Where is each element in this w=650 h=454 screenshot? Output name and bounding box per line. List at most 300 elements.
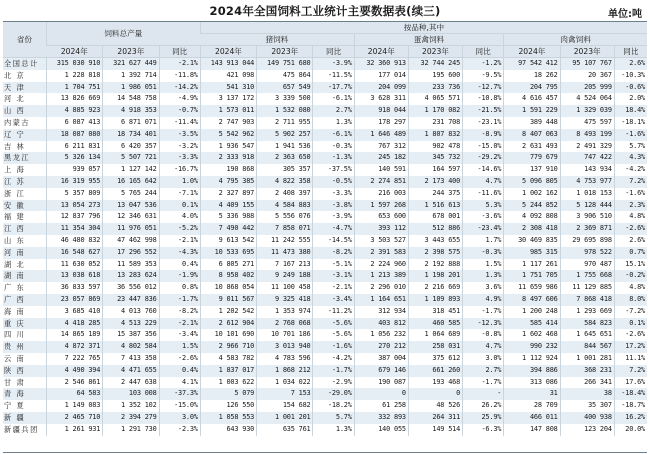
value-cell: 661 260 (408, 365, 462, 377)
value-cell: -11.2% (313, 306, 354, 318)
value-cell: 11 354 304 (46, 223, 102, 235)
value-cell: 30 469 835 (504, 235, 560, 247)
value-cell: 10 868 054 (200, 282, 256, 294)
value-cell: -1.6% (614, 188, 647, 200)
value-cell: -0.2% (614, 270, 647, 282)
value-cell: 20 367 (560, 70, 614, 82)
value-cell: 13 054 273 (46, 200, 102, 212)
value-cell: 2 491 329 (560, 141, 614, 153)
province-cell: 海 南 (4, 306, 26, 316)
value-cell: 4.3% (614, 152, 647, 164)
value-cell: -12.7% (463, 82, 504, 94)
province-cell: 湖 南 (3, 270, 46, 282)
value-cell: 1 034 022 (257, 377, 313, 389)
value-cell: 4 795 385 (200, 176, 256, 188)
value-cell: -4.2% (614, 164, 647, 176)
value-cell: 18.4% (614, 105, 647, 117)
value-cell: 1 597 268 (354, 200, 408, 212)
value-cell: 31 (504, 388, 560, 400)
province-cell: 湖 北 (4, 259, 26, 269)
value-cell: 8 497 606 (504, 294, 560, 306)
value-cell: -21.5% (463, 105, 504, 117)
value-cell: 1 064 689 (408, 329, 462, 341)
value-cell: -6.3% (463, 424, 504, 436)
value-cell: 11 242 555 (257, 235, 313, 247)
value-cell: 4.9% (463, 294, 504, 306)
value-cell: 2 546 861 (46, 377, 102, 389)
value-cell: 29 695 898 (560, 235, 614, 247)
value-cell: 4.7% (463, 341, 504, 353)
table-row (3, 353, 647, 365)
value-cell: 164 597 (408, 164, 462, 176)
value-cell: -18.2% (313, 400, 354, 412)
value-cell: -2.1% (159, 58, 200, 70)
table-row (3, 259, 647, 271)
value-cell: 1 837 017 (200, 365, 256, 377)
table-row (3, 424, 647, 436)
value-cell: 137 910 (504, 164, 560, 176)
value-cell: 2 296 010 (354, 282, 408, 294)
value-cell: - (463, 388, 504, 400)
value-cell: 13 283 624 (103, 270, 159, 282)
table-row (3, 129, 647, 141)
value-cell: 5.7% (614, 141, 647, 153)
value-cell: -10.3% (614, 70, 647, 82)
value-cell: -37.3% (159, 388, 200, 400)
value-cell: 1 807 832 (408, 129, 462, 141)
value-cell: -11.4% (159, 117, 200, 129)
value-cell: 0.7% (614, 247, 647, 259)
value-cell: 244 375 (408, 188, 462, 200)
value-cell: 387 004 (354, 353, 408, 365)
value-cell: 17.6% (614, 377, 647, 389)
value-cell: -3.1% (313, 270, 354, 282)
value-cell: 393 112 (354, 223, 408, 235)
table-row (3, 318, 647, 330)
value-cell: -0.7% (159, 105, 200, 117)
value-cell: 195 600 (408, 70, 462, 82)
table-row (3, 188, 647, 200)
value-cell: 10 533 695 (200, 247, 256, 259)
value-cell: -1.7% (313, 365, 354, 377)
province-cell: 重 庆 (3, 318, 46, 330)
value-cell: 36 833 597 (46, 282, 102, 294)
header-total-2024: 2024年 (46, 46, 102, 58)
value-cell: 985 315 (504, 247, 560, 259)
province-cell: 北 京 (4, 70, 26, 80)
value-cell: -8.9% (463, 129, 504, 141)
value-cell: 5 357 809 (46, 188, 102, 200)
value-cell: -7.1% (159, 188, 200, 200)
value-cell: -2.6% (614, 223, 647, 235)
value-cell: 8 407 063 (504, 129, 560, 141)
value-cell: 5 556 076 (257, 211, 313, 223)
value-cell: 421 098 (200, 70, 256, 82)
value-cell: 1 112 924 (504, 353, 560, 365)
value-cell: -3.5% (159, 129, 200, 141)
province-cell: 贵 州 (3, 341, 46, 353)
value-cell: 318 451 (408, 306, 462, 318)
value-cell: 7 167 213 (257, 259, 313, 271)
value-cell: 0 (408, 388, 462, 400)
value-cell: -2.6% (614, 329, 647, 341)
value-cell: 512 886 (408, 223, 462, 235)
value-cell: -3.6% (463, 211, 504, 223)
province-cell: 上 海 (4, 165, 26, 175)
header-province: 省份 (3, 22, 46, 58)
value-cell: 1.7% (463, 235, 504, 247)
value-cell: 1.3% (463, 270, 504, 282)
value-cell: 375 612 (408, 353, 462, 365)
value-cell: 2 363 650 (257, 152, 313, 164)
value-cell: -1.2% (463, 58, 504, 70)
value-cell: 939 057 (46, 164, 102, 176)
value-cell: 1 591 229 (504, 105, 560, 117)
value-cell: 4 524 064 (560, 93, 614, 105)
table-row (3, 58, 647, 70)
value-cell: 0.1% (159, 200, 200, 212)
value-cell: -8.2% (159, 306, 200, 318)
value-cell: 389 448 (504, 117, 560, 129)
value-cell: 4 513 229 (103, 318, 159, 330)
value-cell: 4 616 457 (504, 93, 560, 105)
value-cell: 5.3% (463, 200, 504, 212)
value-cell: 2.7% (463, 365, 504, 377)
value-cell: 8 958 402 (200, 270, 256, 282)
value-cell: 5 902 257 (257, 129, 313, 141)
value-cell: 6 087 413 (46, 117, 102, 129)
value-cell: 11 473 380 (257, 247, 313, 259)
value-cell: -1.9% (159, 270, 200, 282)
value-cell: -3.4% (159, 329, 200, 341)
value-cell: 403 812 (354, 318, 408, 330)
value-cell: 305 357 (257, 164, 313, 176)
value-cell: 20.0% (614, 424, 647, 436)
value-cell: 126 550 (200, 400, 256, 412)
value-cell: -1.7% (463, 377, 504, 389)
value-cell: 7 868 418 (560, 294, 614, 306)
value-cell: 1 198 201 (408, 270, 462, 282)
value-cell: 17.2% (614, 341, 647, 353)
value-cell: 5 507 721 (103, 152, 159, 164)
value-cell: 11.1% (614, 353, 647, 365)
value-cell: 3 628 311 (354, 93, 408, 105)
value-cell: 3 013 940 (257, 341, 313, 353)
value-cell: 678 001 (408, 211, 462, 223)
value-cell: 4.1% (159, 377, 200, 389)
value-cell: 12 346 631 (103, 211, 159, 223)
value-cell: 0.1% (614, 318, 647, 330)
value-cell: 4 872 371 (46, 341, 102, 353)
value-cell: 23 057 869 (46, 294, 102, 306)
header-pig: 猪饲料 (200, 34, 354, 46)
value-cell: 26.2% (463, 400, 504, 412)
value-cell: 1 149 083 (46, 400, 102, 412)
value-cell: 1 751 705 (504, 270, 560, 282)
province-cell: 吉 林 (4, 141, 26, 151)
table-row (3, 200, 647, 212)
value-cell: 8 493 199 (560, 129, 614, 141)
value-cell: -17.7% (313, 82, 354, 94)
value-cell: 204 795 (504, 82, 560, 94)
table-row (3, 176, 647, 188)
value-cell: 16 548 627 (46, 247, 102, 259)
value-cell: 368 231 (560, 365, 614, 377)
value-cell: 97 542 412 (504, 58, 560, 70)
value-cell: 264 311 (408, 412, 462, 424)
value-cell: 5 765 244 (103, 188, 159, 200)
value-cell: 103 008 (103, 388, 159, 400)
value-cell: 4 802 584 (103, 341, 159, 353)
value-cell: -3.8% (313, 200, 354, 212)
table-row (3, 93, 647, 105)
value-cell: 1 117 261 (504, 259, 560, 271)
value-cell: 1 532 080 (257, 105, 313, 117)
header-total-2023: 2023年 (103, 46, 159, 58)
value-cell: 460 585 (408, 318, 462, 330)
value-cell: 4 490 394 (46, 365, 102, 377)
value-cell: 270 212 (354, 341, 408, 353)
value-cell: 4 013 760 (103, 306, 159, 318)
province-cell: 广 西 (3, 294, 46, 306)
value-cell: -37.5% (313, 164, 354, 176)
value-cell: 4 584 883 (257, 200, 313, 212)
value-cell: 584 823 (560, 318, 614, 330)
value-cell: 2 173 400 (408, 176, 462, 188)
header-total-yoy: 同比 (159, 46, 200, 58)
table-row (3, 82, 647, 94)
value-cell: 46 480 832 (46, 235, 102, 247)
value-cell: -2.6% (159, 353, 200, 365)
province-cell: 福 建 (4, 212, 26, 222)
table-body (3, 58, 647, 436)
value-cell: 177 014 (354, 70, 408, 82)
table-row (3, 211, 647, 223)
value-cell: -14.6% (463, 164, 504, 176)
value-cell: 1 001 281 (560, 353, 614, 365)
value-cell: 2 398 575 (408, 247, 462, 259)
value-cell: 0.4% (159, 259, 200, 271)
value-cell: 18 087 080 (46, 129, 102, 141)
province-cell: 黑龙江 (3, 152, 46, 164)
table-row (3, 400, 647, 412)
value-cell: 2.6% (614, 235, 647, 247)
value-cell: -15.0% (463, 141, 504, 153)
header-meat-2024: 2024年 (504, 46, 560, 58)
value-cell: 2.0% (614, 93, 647, 105)
value-cell: 4 409 155 (200, 200, 256, 212)
value-cell: 11 100 458 (257, 282, 313, 294)
value-cell: 1 018 153 (560, 188, 614, 200)
value-cell: 7 222 765 (46, 353, 102, 365)
page-title: 2024年全国饲料工业统计主要数据表(续三) (209, 4, 441, 18)
value-cell: 258 031 (408, 341, 462, 353)
value-cell: -5.2% (159, 223, 200, 235)
header-meat-2023: 2023年 (560, 46, 614, 58)
value-cell: -2.1% (159, 235, 200, 247)
value-cell: 1 352 102 (103, 400, 159, 412)
value-cell: 5 096 805 (504, 176, 560, 188)
value-cell: 14 865 189 (46, 329, 102, 341)
value-cell: 394 886 (504, 365, 560, 377)
value-cell: -6.1% (313, 93, 354, 105)
value-cell: 313 086 (504, 377, 560, 389)
province-cell: 新疆兵团 (4, 424, 39, 434)
value-cell: 2 216 669 (408, 282, 462, 294)
header-egg: 蛋禽饲料 (354, 34, 504, 46)
value-cell: 233 736 (408, 82, 462, 94)
value-cell: 5.7% (313, 412, 354, 424)
value-cell: 3 137 172 (200, 93, 256, 105)
value-cell: 1.5% (159, 341, 200, 353)
value-cell: -3.2% (159, 141, 200, 153)
province-cell: 宁 夏 (4, 401, 26, 411)
value-cell: 0.8% (159, 282, 200, 294)
value-cell: 2 631 493 (504, 141, 560, 153)
value-cell: 32 360 913 (354, 58, 408, 70)
value-cell: 245 182 (354, 152, 408, 164)
header-egg-2023: 2023年 (408, 46, 462, 58)
value-cell: 1.0% (159, 176, 200, 188)
header-pig-2023: 2023年 (257, 46, 313, 58)
value-cell: 4.8% (614, 211, 647, 223)
province-cell: 天 津 (3, 82, 46, 94)
value-cell: 9 613 542 (200, 235, 256, 247)
value-cell: 332 893 (354, 412, 408, 424)
value-cell: 36 556 012 (103, 282, 159, 294)
value-cell: 190 868 (200, 164, 256, 176)
value-cell: -1.6% (313, 341, 354, 353)
value-cell: -3.4% (313, 294, 354, 306)
value-cell: 2 192 888 (408, 259, 462, 271)
value-cell: 1.5% (463, 259, 504, 271)
province-cell: 陕 西 (3, 365, 46, 377)
value-cell: 15 387 356 (103, 329, 159, 341)
header-egg-2024: 2024年 (354, 46, 408, 58)
table-row (3, 365, 647, 377)
value-cell: 1 645 651 (560, 329, 614, 341)
value-cell: 178 297 (354, 117, 408, 129)
value-cell: 3.0% (463, 353, 504, 365)
header-total: 饲料总产量 (46, 22, 200, 46)
value-cell: -2.3% (159, 424, 200, 436)
table-row (3, 329, 647, 341)
province-cell: 全国总计 (3, 58, 46, 70)
value-cell: -15.0% (159, 400, 200, 412)
province-cell: 河 北 (4, 94, 26, 104)
province-cell: 山 东 (4, 235, 26, 245)
value-cell: 990 232 (504, 341, 560, 353)
value-cell: 95 107 767 (560, 58, 614, 70)
value-cell: 1 228 818 (46, 70, 102, 82)
value-cell: -4.9% (159, 93, 200, 105)
value-cell: 2 308 418 (504, 223, 560, 235)
value-cell: 2 394 279 (103, 412, 159, 424)
value-cell: 2 612 904 (200, 318, 256, 330)
value-cell: -14.2% (159, 82, 200, 94)
value-cell: 7 858 071 (257, 223, 313, 235)
table-row (3, 282, 647, 294)
value-cell: -1.6% (614, 129, 647, 141)
table-row (3, 377, 647, 389)
value-cell: 1 213 389 (354, 270, 408, 282)
value-cell: 1 986 051 (103, 82, 159, 94)
value-cell: 1 291 730 (103, 424, 159, 436)
value-cell: -23.1% (463, 117, 504, 129)
value-cell: 154 682 (257, 400, 313, 412)
value-cell: -29.0% (313, 388, 354, 400)
value-cell: 1 646 489 (354, 129, 408, 141)
value-cell: -2.1% (313, 282, 354, 294)
value-cell: 2.3% (614, 200, 647, 212)
province-cell: 云 南 (4, 353, 26, 363)
value-cell: 2 465 710 (46, 412, 102, 424)
value-cell: 4 918 353 (103, 105, 159, 117)
table-row (3, 141, 647, 153)
value-cell: 1 392 714 (103, 70, 159, 82)
value-cell: 902 478 (408, 141, 462, 153)
value-cell: 14 548 758 (103, 93, 159, 105)
value-cell: 4 822 358 (257, 176, 313, 188)
value-cell: 345 732 (408, 152, 462, 164)
value-cell: 5 079 (200, 388, 256, 400)
value-cell: 653 600 (354, 211, 408, 223)
value-cell: -5.1% (313, 259, 354, 271)
value-cell: 1 200 248 (504, 306, 560, 318)
table-row (3, 247, 647, 259)
value-cell: 779 679 (504, 152, 560, 164)
value-cell: 16 319 955 (46, 176, 102, 188)
value-cell: 1 164 651 (354, 294, 408, 306)
value-cell: -18.4% (614, 388, 647, 400)
value-cell: 657 549 (257, 82, 313, 94)
value-cell: 32 744 245 (408, 58, 462, 70)
value-cell: 3 906 510 (560, 211, 614, 223)
table-row (3, 341, 647, 353)
value-cell: 643 930 (200, 424, 256, 436)
table-row (3, 270, 647, 282)
value-cell: 1 056 232 (354, 329, 408, 341)
value-cell: -16.7% (159, 164, 200, 176)
value-cell: 204 099 (354, 82, 408, 94)
value-cell: 123 204 (560, 424, 614, 436)
header-meat: 肉禽饲料 (504, 34, 647, 46)
value-cell: 11 589 353 (103, 259, 159, 271)
value-cell: 3 685 410 (46, 306, 102, 318)
value-cell: 16.2% (614, 412, 647, 424)
value-cell: 3 443 655 (408, 235, 462, 247)
value-cell: 11 976 051 (103, 223, 159, 235)
value-cell: 1.3% (313, 424, 354, 436)
value-cell: 147 808 (504, 424, 560, 436)
value-cell: 216 003 (354, 188, 408, 200)
value-cell: 1 002 162 (504, 188, 560, 200)
value-cell: 4 753 977 (560, 176, 614, 188)
value-cell: 10 101 690 (200, 329, 256, 341)
value-cell: -5.6% (313, 318, 354, 330)
value-cell: 1 704 751 (46, 82, 102, 94)
value-cell: -1.3% (313, 152, 354, 164)
value-cell: -0.3% (313, 141, 354, 153)
value-cell: 2 408 397 (257, 188, 313, 200)
value-cell: 13 038 618 (46, 270, 102, 282)
value-cell: 18 734 401 (103, 129, 159, 141)
table-row (3, 306, 647, 318)
value-cell: 9 011 567 (200, 294, 256, 306)
value-cell: 143 913 044 (200, 58, 256, 70)
value-cell: 17 296 552 (103, 247, 159, 259)
value-cell: 6 871 071 (103, 117, 159, 129)
